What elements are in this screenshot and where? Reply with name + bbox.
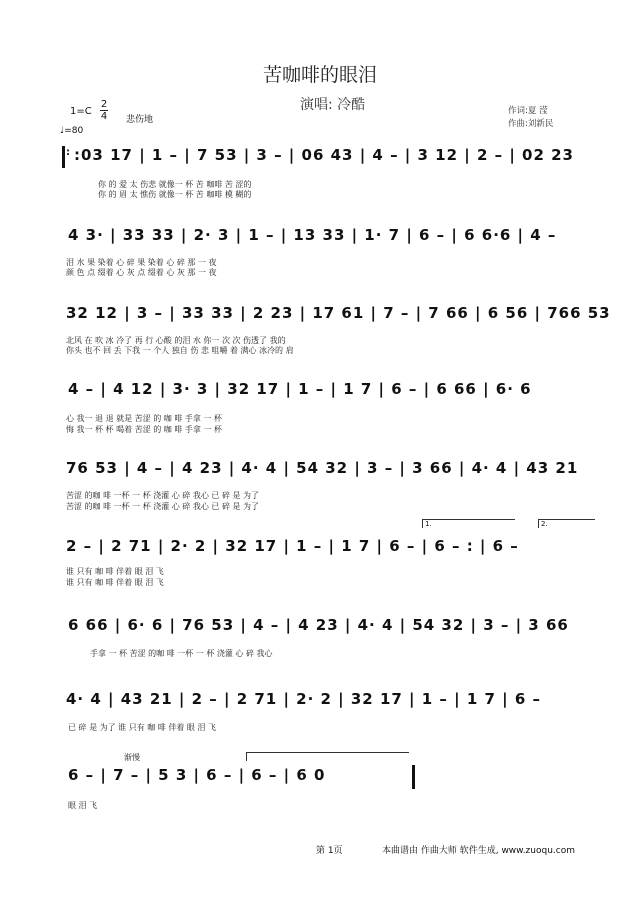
lyrics-line-1-verse-2: 你 的 眉 太 憔伤 就像一 杯 苦 咖啡 模 糊的 xyxy=(98,190,252,199)
time-signature-top: 2 xyxy=(100,99,108,110)
lyrics-line-3-verse-2: 你头 也不 回 丢 下我 一 个人 独自 伤 悲 咀嚼 着 满心 冰冷的 肩 xyxy=(66,346,294,355)
barline xyxy=(62,146,65,168)
singer-credit: 演唱: 冷酷 xyxy=(300,97,366,113)
lyrics-line-5-verse-1: 苦涩 的咖 啡 一杯 一 杯 浇灌 心 碎 我心 已 碎 是 为了 xyxy=(66,491,260,500)
staff-line-4 xyxy=(60,376,590,432)
final-barline xyxy=(412,765,415,789)
lyricist-credit: 作词:夏 滢 xyxy=(508,106,548,116)
ritardando-marking: 渐慢 xyxy=(124,753,140,762)
staff-line-2 xyxy=(60,222,590,277)
notes-line-5: 76 53 | 4 – | 4 23 | 4· 4 | 54 32 | 3 – | 3 66 | 4· 4 | 43 21 xyxy=(66,459,579,477)
lyrics-line-3-verse-1: 北风 在 吹 冰 冷了 再 行 心酸 的泪 水 你一 次 次 伤透了 我的 xyxy=(66,336,286,345)
ritardando-bracket xyxy=(246,752,409,761)
lyrics-line-2-verse-1: 泪 水 果 染着 心 碎 果 染着 心 碎 那 一 夜 xyxy=(66,258,217,267)
lyrics-line-9: 眼 泪 飞 xyxy=(68,801,98,810)
staff-line-5 xyxy=(60,455,590,511)
key-signature: 1=C xyxy=(70,106,92,117)
notes-line-6: 2 – | 2 71 | 2· 2 | 32 17 | 1 – | 1 7 | 6 – | 6 – : | 6 – xyxy=(66,537,519,555)
lyrics-line-8: 已 碎 是 为了 谁 只有 咖 啡 伴着 眼 泪 飞 xyxy=(68,723,216,732)
mood-marking: 悲伤地 xyxy=(126,115,154,125)
lyrics-line-7: 手拿 一 杯 苦涩 的咖 啡 一杯 一 杯 浇灌 心 碎 我心 xyxy=(90,649,273,658)
software-credit: 本曲谱由 作曲大师 软件生成, www.zuoqu.com xyxy=(382,846,575,856)
page-title: 苦咖啡的眼泪 xyxy=(262,64,377,86)
tempo-marking: ♩=80 xyxy=(60,126,84,136)
staff-line-1 xyxy=(60,142,590,199)
lyrics-line-5-verse-2: 苦涩 的咖 啡 一杯 一 杯 浇灌 心 碎 我心 已 碎 是 为了 xyxy=(66,502,260,511)
notes-line-8: 4· 4 | 43 21 | 2 – | 2 71 | 2· 2 | 32 17 | 1 – | 1 7 | 6 – xyxy=(66,690,542,708)
staff-line-6 xyxy=(60,520,590,589)
lyrics-line-6-verse-1: 谁 只有 咖 啡 伴着 眼 泪 飞 xyxy=(66,567,164,576)
page-number: 第 1页 xyxy=(316,846,343,856)
time-signature-bottom: 4 xyxy=(100,111,108,122)
repeat-start-sign: : xyxy=(66,147,70,158)
notes-line-1: :03 17 | 1 – | 7 53 | 3 – | 06 43 | 4 – | 3 12 | 2 – | 02 23 xyxy=(74,146,574,164)
notes-line-3: 32 12 | 3 – | 33 33 | 2 23 | 17 61 | 7 – | 7 66 | 6 56 | 766 53 xyxy=(66,304,611,322)
time-signature xyxy=(100,99,108,122)
staff-line-8 xyxy=(60,686,590,736)
staff-line-9 xyxy=(60,753,590,818)
notes-line-7: 6 66 | 6· 6 | 76 53 | 4 – | 4 23 | 4· 4 | 54 32 | 3 – | 3 66 xyxy=(68,616,569,634)
composer-credit: 作曲:刘新民 xyxy=(508,119,554,129)
staff-line-3 xyxy=(60,300,611,355)
notes-line-4: 4 – | 4 12 | 3· 3 | 32 17 | 1 – | 1 7 | 6 – | 6 66 | 6· 6 xyxy=(68,380,532,398)
lyrics-line-6-verse-2: 谁 只有 咖 啡 伴着 眼 泪 飞 xyxy=(66,578,164,587)
lyrics-line-4-verse-2: 悔 我一 杯 杯 喝着 苦涩 的 咖 啡 手拿 一 杯 xyxy=(66,425,222,434)
staff-line-7 xyxy=(60,612,590,662)
volta-first-ending: 1. xyxy=(422,519,515,528)
lyrics-line-4-verse-1: 心 我一 退 退 就是 苦涩 的 咖 啡 手拿 一 杯 xyxy=(66,414,222,423)
lyrics-line-1-verse-1: 你 的 爱 太 伤悲 就像一 杯 苦 咖啡 苦 涩的 xyxy=(98,180,252,189)
volta-second-ending: 2. xyxy=(538,519,595,528)
notes-line-2: 4 3· | 33 33 | 2· 3 | 1 – | 13 33 | 1· 7 | 6 – | 6 6·6 | 4 – xyxy=(68,226,557,244)
lyrics-line-2-verse-2: 颜 色 点 缀着 心 灰 点 缀着 心 灰 那 一 夜 xyxy=(66,268,217,277)
notes-line-9: 6 – | 7 – | 5 3 | 6 – | 6 – | 6 0 xyxy=(68,766,326,784)
